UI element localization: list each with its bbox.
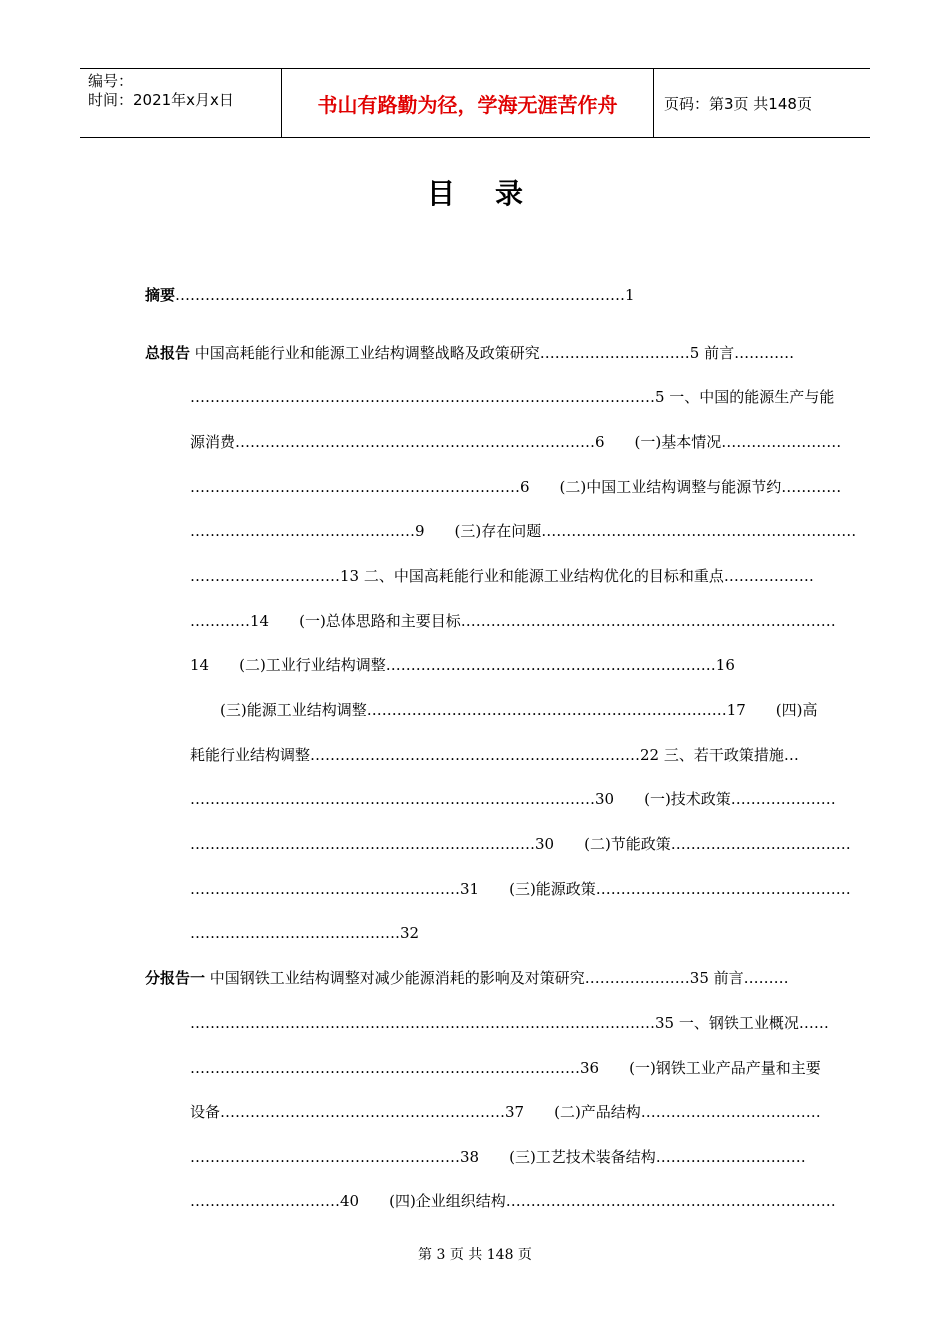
toc-line[interactable]: (三)能源工业结构调整………………………………………………………………17 (四)高 bbox=[220, 701, 818, 719]
toc-line[interactable]: …………14 (一)总体思路和主要目标………………………………………………………………… bbox=[190, 612, 836, 630]
toc-line[interactable]: ………………………………………………31 (三)能源政策…………………………………………… bbox=[190, 880, 851, 898]
header-motto: 书山有路勤为径，学海无涯苦作舟 bbox=[282, 69, 654, 137]
toc-line[interactable]: ………………………………………9 (三)存在问题……………………………………………………… bbox=[190, 522, 857, 540]
toc-line[interactable]: 设备…………………………………………………37 (二)产品结构……………………………… bbox=[190, 1103, 821, 1121]
header-page-info: 页码：第3页 共148页 bbox=[664, 94, 812, 113]
toc-line[interactable]: ……………………………………32 bbox=[190, 924, 420, 942]
toc-line[interactable] bbox=[145, 963, 870, 993]
toc-line[interactable]: …………………………………………………………………………………35 一、钢铁工业概况…… bbox=[190, 1014, 829, 1032]
toc-line[interactable] bbox=[145, 338, 870, 368]
toc-line[interactable]: 耗能行业结构调整…………………………………………………………22 三、若干政策措施… bbox=[190, 746, 799, 764]
toc-line-text: 中国高耗能行业和能源工业结构调整战略及政策研究…………………………5 前言………… bbox=[190, 344, 795, 362]
page-title: 目录 bbox=[426, 177, 563, 210]
toc-line[interactable]: 源消费………………………………………………………………6 (一)基本情况…………………… bbox=[190, 433, 842, 451]
toc-abstract[interactable] bbox=[145, 280, 825, 310]
toc-line[interactable]: …………………………13 二、中国高耗能行业和能源工业结构优化的目标和重点……………… bbox=[190, 567, 814, 585]
toc-abstract-leader: ………………………………………………………………………………1 bbox=[175, 286, 635, 304]
header-meta bbox=[80, 69, 282, 137]
toc-general-label: 总报告 bbox=[145, 344, 191, 362]
toc-line[interactable]: …………………………………………………………6 (二)中国工业结构调整与能源节约………… bbox=[190, 478, 842, 496]
header-time: 时间：2021年x月x日 bbox=[88, 91, 234, 109]
toc-line[interactable]: 14 (二)工业行业结构调整…………………………………………………………16 bbox=[190, 656, 735, 674]
toc-sub1-label: 分报告一 bbox=[145, 969, 206, 987]
page-footer: 第 3 页 共 148 页 bbox=[418, 1247, 532, 1263]
toc-line[interactable]: …………………………40 (四)企业组织结构………………………………………………………… bbox=[190, 1192, 836, 1210]
header-number: 编号： bbox=[88, 72, 134, 90]
page-header bbox=[80, 68, 870, 138]
toc-line[interactable]: …………………………………………………………………………………5 一、中国的能源生产与能 bbox=[190, 388, 835, 406]
toc-line-text: 中国钢铁工业结构调整对减少能源消耗的影响及对策研究…………………35 前言……… bbox=[205, 969, 789, 987]
toc-line[interactable]: ………………………………………………………………………30 (一)技术政策………………… bbox=[190, 790, 836, 808]
toc-line[interactable]: ……………………………………………………………………36 (一)钢铁工业产品产量和主要 bbox=[190, 1059, 821, 1077]
toc-abstract-label: 摘要 bbox=[145, 286, 176, 304]
toc-line[interactable]: ………………………………………………38 (三)工艺技术装备结构………………………… bbox=[190, 1148, 806, 1166]
toc-line[interactable]: ……………………………………………………………30 (二)节能政策……………………………… bbox=[190, 835, 851, 853]
